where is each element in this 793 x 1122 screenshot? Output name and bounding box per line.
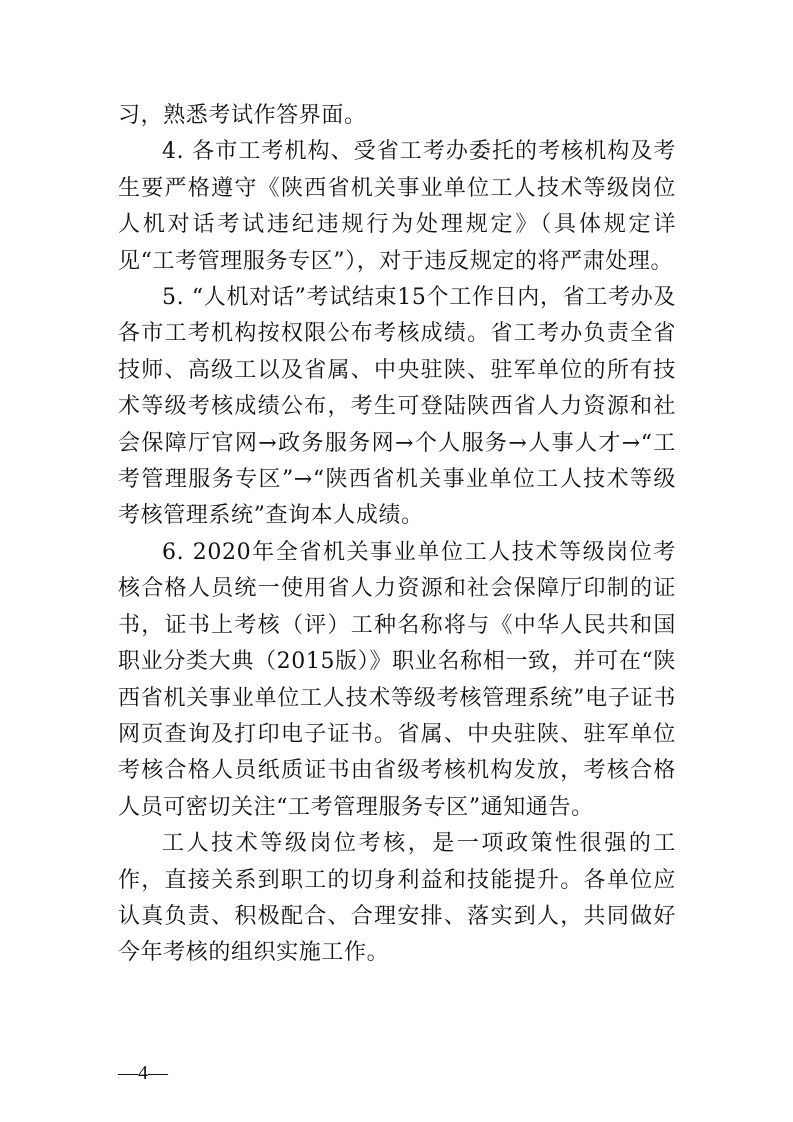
paragraph-closing: 工人技术等级岗位考核，是一项政策性很强的工作，直接关系到职工的切身利益和技能提升。各单位应认真负责、积极配合、合理安排、落实到人，共同做好今年考核的组织实施工作。 — [118, 831, 676, 966]
paragraph-item-5: 5. “人机对话”考试结束15个工作日内，省工考办及各市工考机构按权限公布考核成绩。省工考办负责全省技师、高级工以及省属、中央驻陕、驻军单位的所有技术等级考核成绩公布，考生可登陆陕西省人力资源和社会保障厅官网→政务服务网→个人服务→人事人才→“工考管理服务专区”→“陕西省机关事业单位工人技术等级考核管理系统”查询本人成绩。 — [118, 285, 676, 529]
paragraph-continuation: 习，熟悉考试作答界面。 — [118, 103, 367, 128]
document-body — [118, 98, 676, 972]
paragraph-item-6: 6. 2020年全省机关事业单位工人技术等级岗位考核合格人员统一使用省人力资源和社会保障厅印制的证书，证书上考核（评）工种名称将与《中华人民共和国职业分类大典（2015版）》职业名称相一致，并可在“陕西省机关事业单位工人技术等级考核管理系统”电子证书网页查询及打印电子证书。省属、中央驻陕、驻军单位考核合格人员纸质证书由省级考核机构发放，考核合格人员可密切关注“工考管理服务专区”通知通告。 — [118, 539, 676, 820]
paragraph-item-4: 4. 各市工考机构、受省工考办委托的考核机构及考生要严格遵守《陕西省机关事业单位工人技术等级岗位人机对话考试违纪违规行为处理规定》（具体规定详见“工考管理服务专区”），对于违反规定的将严肃处理。 — [118, 139, 676, 274]
page-number: —4— — [118, 1062, 168, 1084]
